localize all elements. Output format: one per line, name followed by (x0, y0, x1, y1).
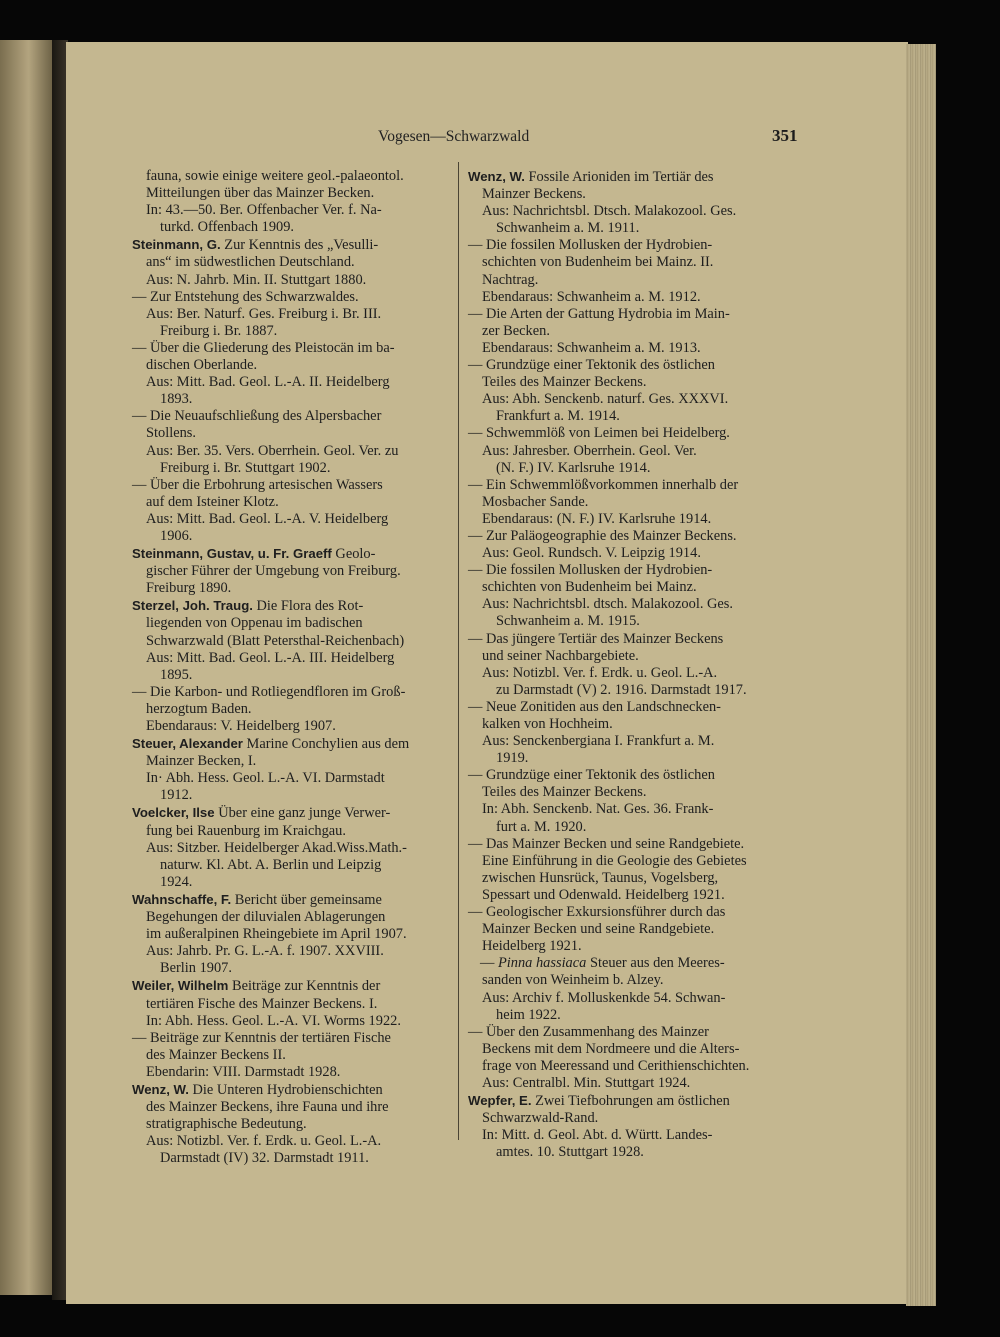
author-name: Sterzel, Joh. Traug. (132, 598, 253, 614)
continuation-line: Eine Einführung in die Geologie des Gebietes (482, 852, 747, 869)
author-name: Steinmann, Gustav, u. Fr. Graeff (132, 546, 332, 562)
continuation-line: Schwarzwald-Rand. (482, 1110, 599, 1127)
continuation-line: schichten von Budenheim bei Mainz. II. (482, 254, 714, 271)
bibliography-dash-line: — Das jüngere Tertiär des Mainzer Beckens (468, 630, 724, 647)
source-line: In: Abh. Hess. Geol. L.-A. VI. Worms 1922. (146, 1012, 401, 1029)
source-continuation-line: (N. F.) IV. Karlsruhe 1914. (496, 459, 651, 476)
source-line: Aus: Notizbl. Ver. f. Erdk. u. Geol. L.-A. (146, 1133, 382, 1150)
source-line: Aus: Senckenbergiana I. Frankfurt a. M. (482, 733, 715, 750)
bibliography-dash-line: — Über den Zusammenhang des Mainzer (468, 1023, 709, 1040)
source-line: Ebendaraus: Schwanheim a. M. 1913. (482, 339, 701, 356)
source-line: Aus: Jahresber. Oberrhein. Geol. Ver. (482, 442, 697, 459)
continuation-line: fung bei Rauenburg im Kraichgau. (146, 822, 346, 839)
continuation-line: Teiles des Mainzer Beckens. (482, 374, 647, 391)
continuation-line: Mitteilungen über das Mainzer Becken. (146, 185, 375, 202)
source-line: Aus: Ber. 35. Vers. Oberrhein. Geol. Ver. zu (146, 442, 399, 459)
source-line: In· Abh. Hess. Geol. L.-A. VI. Darmstadt (146, 770, 385, 787)
continuation-line: und seiner Nachbargebiete. (482, 647, 639, 664)
author-name: Steuer, Alexander (132, 736, 243, 752)
source-line: Ebendaraus: (N. F.) IV. Karlsruhe 1914. (482, 510, 712, 527)
source-line: Aus: Nachrichtsbl. Dtsch. Malakozool. Ges. (482, 203, 737, 220)
continuation-line: tertiären Fische des Mainzer Beckens. I. (146, 995, 378, 1012)
facing-page-edge (0, 40, 52, 1295)
source-line: In: Mitt. d. Geol. Abt. d. Württ. Landes- (482, 1127, 713, 1144)
bibliography-dash-line: — Die fossilen Mollusken der Hydrobien- (468, 562, 713, 579)
bibliography-entry-line (132, 977, 450, 995)
continuation-line: kalken von Hochheim. (482, 716, 613, 732)
continuation-line: gischer Führer der Umgebung von Freiburg. (146, 563, 401, 580)
continuation-line: liegenden von Oppenau im badischen (146, 615, 363, 632)
source-continuation-line: 1906. (160, 527, 193, 544)
bibliography-dash-line: — Zur Entstehung des Schwarzwaldes. (132, 288, 359, 305)
bibliography-dash-line: — Über die Gliederung des Pleistocän im ba- (132, 339, 395, 356)
source-continuation-line: Freiburg i. Br. Stuttgart 1902. (160, 459, 331, 476)
source-line: Aus: Mitt. Bad. Geol. L.-A. V. Heidelberg (146, 510, 389, 527)
source-line: In: 43.—50. Ber. Offenbacher Ver. f. Na- (146, 202, 382, 219)
source-line: In: Abh. Senckenb. Nat. Ges. 36. Frank- (482, 801, 714, 818)
continuation-line: Heidelberg 1921. (482, 938, 582, 955)
bibliography-entry-line (468, 168, 786, 186)
author-name: Wahnschaffe, F. (132, 891, 232, 907)
source-line: Aus: Jahrb. Pr. G. L.-A. f. 1907. XXVIII. (146, 943, 384, 960)
entry-title-text: Marine Conchylien aus dem (246, 736, 410, 753)
source-continuation-line: 1924. (160, 873, 193, 890)
bibliography-entry-line (132, 597, 450, 615)
continuation-line: sanden von Weinheim b. Alzey. (482, 972, 664, 989)
entry-title-text: Fossile Arioniden im Tertiär des (528, 169, 714, 185)
entry-title-text: Zwei Tiefbohrungen am östlichen (535, 1093, 730, 1110)
continuation-line: stratigraphische Bedeutung. (146, 1116, 307, 1133)
source-continuation-line: furt a. M. 1920. (496, 818, 587, 835)
bibliography-dash-line: — Die Karbon- und Rotliegendfloren im Groß- (132, 683, 406, 700)
page-stack-edge (906, 44, 936, 1306)
entry-title-text: Steuer aus den Meeres- (589, 955, 725, 972)
source-continuation-line: Freiburg i. Br. 1887. (160, 322, 278, 339)
bibliography-entry-line (132, 735, 450, 753)
continuation-line: schichten von Budenheim bei Mainz. (482, 579, 697, 596)
bibliography-entry-line (132, 236, 450, 254)
bibliography-dash-line: — Die Arten der Gattung Hydrobia im Main- (468, 305, 730, 322)
continuation-line: des Mainzer Beckens II. (146, 1046, 286, 1063)
continuation-line: Mainzer Becken und seine Randgebiete. (482, 921, 715, 938)
bibliography-dash-line: — Geologischer Exkursionsführer durch das (468, 904, 726, 921)
author-name: Weiler, Wilhelm (132, 978, 229, 994)
bibliography-entry-line (132, 891, 450, 909)
bibliography-dash-line: — Die Neuaufschließung des Alpersbacher (132, 408, 382, 425)
continuation-line: Freiburg 1890. (146, 580, 232, 597)
source-line: Ebendaraus: V. Heidelberg 1907. (146, 718, 336, 734)
running-header (66, 128, 908, 150)
bibliography-dash-line: — Über die Erbohrung artesischen Wassers (132, 476, 383, 493)
entry-title-text: Zur Kenntnis des „Vesulli- (224, 237, 379, 254)
continuation-line: Nachtrag. (482, 271, 539, 288)
continuation-line: zwischen Hunsrück, Taunus, Vogelsberg, (482, 869, 719, 886)
source-continuation-line: 1919. (496, 750, 529, 767)
bibliography-dash-line: — Neue Zonitiden aus den Landschnecken- (468, 698, 721, 715)
left-column (132, 168, 450, 1167)
author-name: Wenz, W. (132, 1081, 189, 1097)
bibliography-dash-line: — Grundzüge einer Tektonik des östlichen (468, 767, 715, 784)
continuation-line: Mainzer Beckens. (482, 186, 586, 203)
bibliography-dash-line: — Grundzüge einer Tektonik des östlichen (468, 357, 715, 374)
continuation-line: ans“ im südwestlichen Deutschland. (146, 254, 355, 271)
entry-title-text: Über eine ganz junge Verwer- (218, 805, 391, 822)
bibliography-dash-line: — Zur Paläogeographie des Mainzer Beckens. (468, 527, 737, 544)
source-continuation-line: naturw. Kl. Abt. A. Berlin und Leipzig (160, 856, 382, 873)
source-continuation-line: 1912. (160, 787, 193, 804)
continuation-line: Mosbacher Sande. (482, 493, 589, 510)
bibliography-entry-line (132, 804, 450, 822)
running-title: Vogesen—Schwarzwald (378, 128, 530, 145)
source-continuation-line: Schwanheim a. M. 1911. (496, 220, 640, 237)
source-line: Aus: Mitt. Bad. Geol. L.-A. III. Heidelberg (146, 649, 395, 666)
source-continuation-line: 1895. (160, 666, 193, 683)
page-number: 351 (772, 126, 798, 145)
continuation-line: Spessart und Odenwald. Heidelberg 1921. (482, 886, 725, 903)
bibliography-dash-line: — Die fossilen Mollusken der Hydrobien- (468, 237, 713, 254)
source-continuation-line: Darmstadt (IV) 32. Darmstadt 1911. (160, 1150, 369, 1167)
continuation-line: des Mainzer Beckens, ihre Fauna und ihre (146, 1099, 389, 1116)
bibliography-dash-line: — Schwemmlöß von Leimen bei Heidelberg. (468, 425, 730, 442)
source-continuation-line: Schwanheim a. M. 1915. (496, 613, 640, 630)
continuation-line: frage von Meeressand und Cerithienschichten. (482, 1057, 750, 1074)
entry-title-text: Bericht über gemeinsame (234, 891, 382, 908)
source-line: Aus: Archiv f. Molluskenkde 54. Schwan- (482, 989, 726, 1006)
continuation-line: Beckens mit dem Nordmeere und die Alters- (482, 1040, 740, 1057)
source-line: Aus: Ber. Naturf. Ges. Freiburg i. Br. III. (146, 305, 382, 322)
continuation-line: Begehungen der diluvialen Ablagerungen (146, 909, 386, 926)
continuation-line: fauna, sowie einige weitere geol.-palaeontol. (146, 168, 404, 184)
column-divider (458, 162, 459, 1140)
right-column (468, 168, 786, 1161)
continuation-line: Stollens. (146, 425, 196, 442)
entry-title-text: Die Flora des Rot- (256, 598, 364, 615)
bibliography-dash-line (468, 955, 786, 972)
source-line: Aus: Notizbl. Ver. f. Erdk. u. Geol. L.-A. (482, 664, 718, 681)
source-continuation-line: Berlin 1907. (160, 960, 232, 977)
source-line: Aus: Centralbl. Min. Stuttgart 1924. (482, 1074, 691, 1091)
source-line: Aus: Geol. Rundsch. V. Leipzig 1914. (482, 545, 701, 562)
source-line: Aus: Nachrichtsbl. dtsch. Malakozool. Ges. (482, 596, 733, 613)
source-line: Aus: N. Jahrb. Min. II. Stuttgart 1880. (146, 271, 367, 288)
source-continuation-line: Frankfurt a. M. 1914. (496, 408, 620, 425)
author-name: Wenz, W. (468, 169, 525, 184)
source-continuation-line: zu Darmstadt (V) 2. 1916. Darmstadt 1917. (496, 681, 747, 698)
bibliography-entry-line (468, 1092, 786, 1110)
source-continuation-line: heim 1922. (496, 1006, 561, 1023)
continuation-line: im außeralpinen Rheingebiete im April 1907. (146, 926, 407, 943)
continuation-line: zer Becken. (482, 322, 550, 339)
bibliography-entry-line (132, 1081, 450, 1099)
continuation-line: dischen Oberlande. (146, 357, 258, 374)
source-continuation-line: amtes. 10. Stuttgart 1928. (496, 1144, 644, 1161)
bibliography-entry-line (132, 545, 450, 563)
taxon-name: Pinna hassiaca (498, 955, 587, 972)
continuation-line: herzogtum Baden. (146, 700, 252, 717)
source-line: Ebendaraus: Schwanheim a. M. 1912. (482, 288, 701, 305)
source-line: Ebendarin: VIII. Darmstadt 1928. (146, 1063, 341, 1080)
bibliography-dash-line: — Beiträge zur Kenntnis der tertiären Fische (132, 1029, 391, 1046)
entry-title-text: Die Unteren Hydrobienschichten (192, 1081, 383, 1098)
bibliography-dash-line: — Das Mainzer Becken und seine Randgebiete. (468, 835, 745, 852)
author-name: Steinmann, G. (132, 237, 221, 253)
entry-title-text: Beiträge zur Kenntnis der (231, 978, 381, 995)
continuation-line: Mainzer Becken, I. (146, 753, 257, 770)
dash-mark: — (480, 955, 495, 972)
bibliography-dash-line: — Ein Schwemmlößvorkommen innerhalb der (468, 476, 739, 493)
author-name: Voelcker, Ilse (132, 805, 215, 821)
source-continuation-line: 1893. (160, 391, 193, 408)
continuation-line: Schwarzwald (Blatt Petersthal-Reichenbach) (146, 632, 405, 649)
author-name: Wepfer, E. (468, 1093, 532, 1109)
source-continuation-line: turkd. Offenbach 1909. (160, 219, 295, 236)
source-line: Aus: Abh. Senckenb. naturf. Ges. XXXVI. (482, 391, 729, 408)
entry-title-text: Geolo- (335, 546, 376, 563)
source-line: Aus: Mitt. Bad. Geol. L.-A. II. Heidelberg (146, 374, 390, 391)
continuation-line: auf dem Isteiner Klotz. (146, 493, 279, 510)
continuation-line: Teiles des Mainzer Beckens. (482, 784, 647, 801)
source-line: Aus: Sitzber. Heidelberger Akad.Wiss.Math.- (146, 839, 407, 856)
